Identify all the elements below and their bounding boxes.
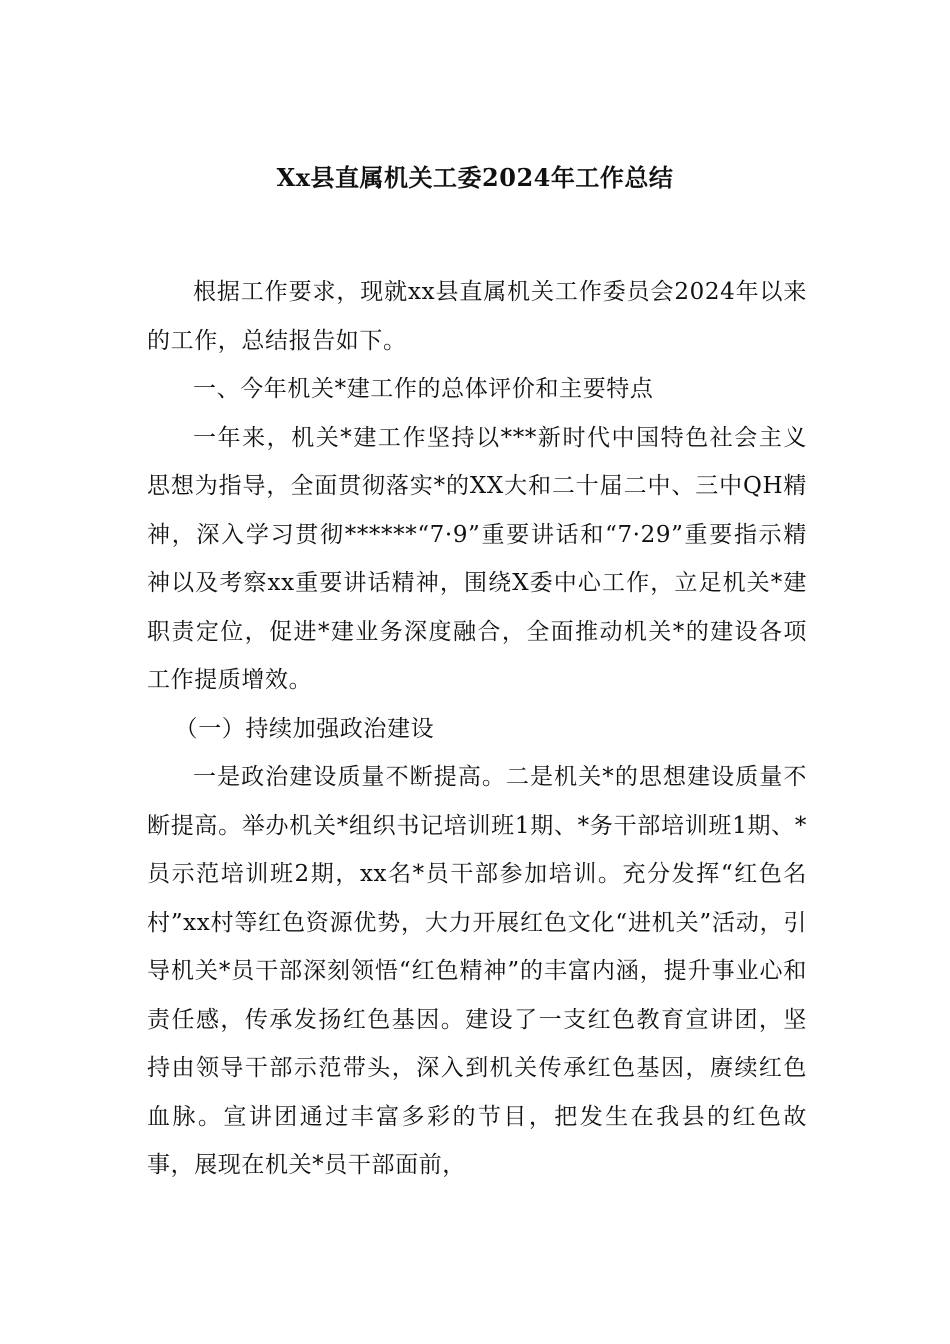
document-body [147, 268, 807, 1190]
document-title: Xx县直属机关工委2024年工作总结 [276, 163, 674, 192]
section-heading-1: 一、今年机关*建工作的总体评价和主要特点 [193, 376, 654, 402]
subsection-heading-1: （一）持续加强政治建设 [174, 715, 435, 742]
section-paragraph-1: 一年来，机关*建工作坚持以***新时代中国特色社会主义思想为指导，全面贯彻落实*的XX大和二十届二中、三中QH精神，深入学习贯彻******“7·9”重要讲话和“7·29”重要指示精神以及考察xx重要讲话精神，围绕X委中心工作，立足机关*建职责定位，促进*建业务深度融合，全面推动机关*的建设各项工作提质增效。 [147, 424, 807, 693]
subsection-paragraph-1: 一是政治建设质量不断提高。二是机关*的思想建设质量不断提高。举办机关*组织书记培训班1期、*务干部培训班1期、*员示范培训班2期，xx名*员干部参加培训。充分发挥“红色名村”xx村等红色资源优势，大力开展红色文化“进机关”活动，引导机关*员干部深刻领悟“红色精神”的丰富内涵，提升事业心和责任感，传承发扬红色基因。建设了一支红色教育宣讲团，坚持由领导干部示范带头，深入到机关传承红色基因，赓续红色血脉。宣讲团通过丰富多彩的节目，把发生在我县的红色故事，展现在机关*员干部面前， [147, 764, 807, 1178]
intro-paragraph: 根据工作要求，现就xx县直属机关工作委员会2024年以来的工作，总结报告如下。 [147, 279, 807, 354]
